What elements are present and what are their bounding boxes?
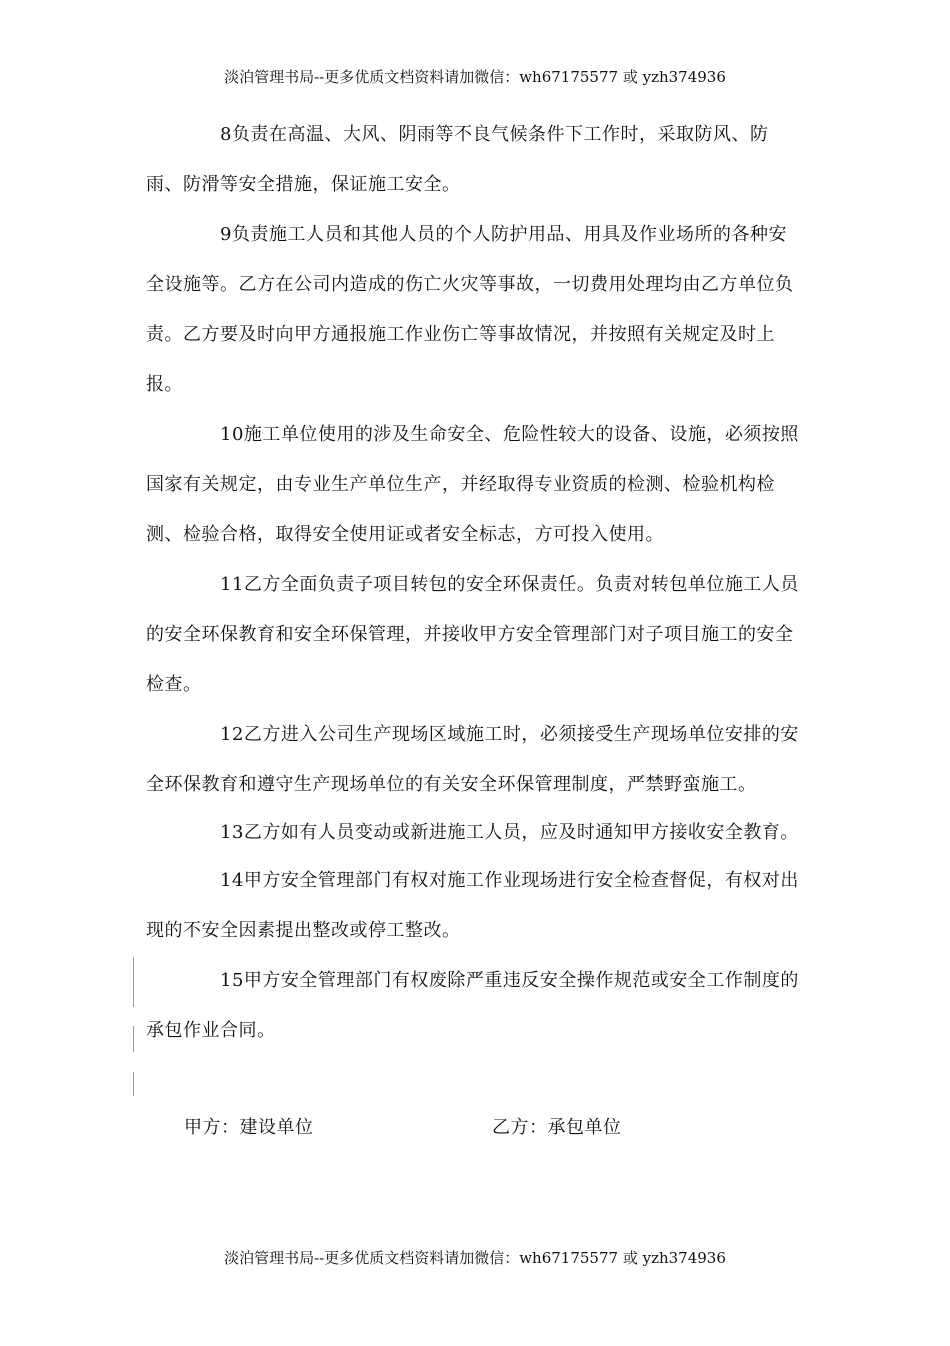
clause-13 xyxy=(146,810,804,856)
page-footer: 淡泊管理书局--更多优质文档资料请加微信：wh67175577 或 yzh374936 xyxy=(224,1249,726,1267)
clause-text: 甲方安全管理部门有权对施工作业现场进行安全检查督促，有权对出现的不安全因素提出整改或停工整改。 xyxy=(146,870,799,941)
clause-text: 负责施工人员和其他人员的个人防护用品、用具及作业场所的各种安全设施等。乙方在公司内造成的伤亡火灾等事故，一切费用处理均由乙方单位负责。乙方要及时向甲方通报施工作业伤亡等事故情况，并按照有关规定及时上报。 xyxy=(146,224,794,395)
clause-number: 10 xyxy=(220,424,244,445)
clause-15 xyxy=(146,956,804,1056)
clause-number: 12 xyxy=(220,724,244,745)
clause-text: 施工单位使用的涉及生命安全、危险性较大的设备、设施，必须按照国家有关规定，由专业生产单位生产，并经取得专业资质的检测、检验机构检测、检验合格，取得安全使用证或者安全标志，方可投入使用。 xyxy=(146,424,799,545)
clause-8 xyxy=(146,110,804,210)
clause-text: 负责在高温、大风、阴雨等不良气候条件下工作时，采取防风、防雨、防滑等安全措施，保证施工安全。 xyxy=(146,124,769,195)
clause-10 xyxy=(146,410,804,560)
clause-number: 15 xyxy=(220,970,244,991)
page-header: 淡泊管理书局--更多优质文档资料请加微信：wh67175577 或 yzh374936 xyxy=(224,68,726,86)
clause-9 xyxy=(146,210,804,410)
clause-number: 9 xyxy=(220,224,232,245)
clause-text: 甲方安全管理部门有权废除严重违反安全操作规范或安全工作制度的承包作业合同。 xyxy=(146,970,799,1041)
clause-text: 乙方全面负责子项目转包的安全环保责任。负责对转包单位施工人员的安全环保教育和安全环保管理，并接收甲方安全管理部门对子项目施工的安全检查。 xyxy=(146,574,799,695)
clause-text: 乙方如有人员变动或新进施工人员，应及时通知甲方接收安全教育。 xyxy=(243,822,799,843)
clause-number: 14 xyxy=(220,870,244,891)
party-b-signature: 乙方：承包单位 xyxy=(492,1117,622,1138)
clause-14 xyxy=(146,856,804,956)
clause-11 xyxy=(146,560,804,710)
clause-text: 乙方进入公司生产现场区域施工时，必须接受生产现场单位安排的安全环保教育和遵守生产现场单位的有关安全环保管理制度，严禁野蛮施工。 xyxy=(146,724,799,795)
revision-bar xyxy=(133,957,134,1007)
party-a-signature: 甲方：建设单位 xyxy=(184,1117,314,1138)
clause-number: 11 xyxy=(220,574,244,595)
clause-number: 8 xyxy=(220,124,232,145)
clause-number: 13 xyxy=(220,822,244,843)
revision-bar xyxy=(133,1026,134,1052)
document-body xyxy=(146,110,804,1056)
clause-12 xyxy=(146,710,804,810)
revision-bar xyxy=(133,1072,134,1096)
